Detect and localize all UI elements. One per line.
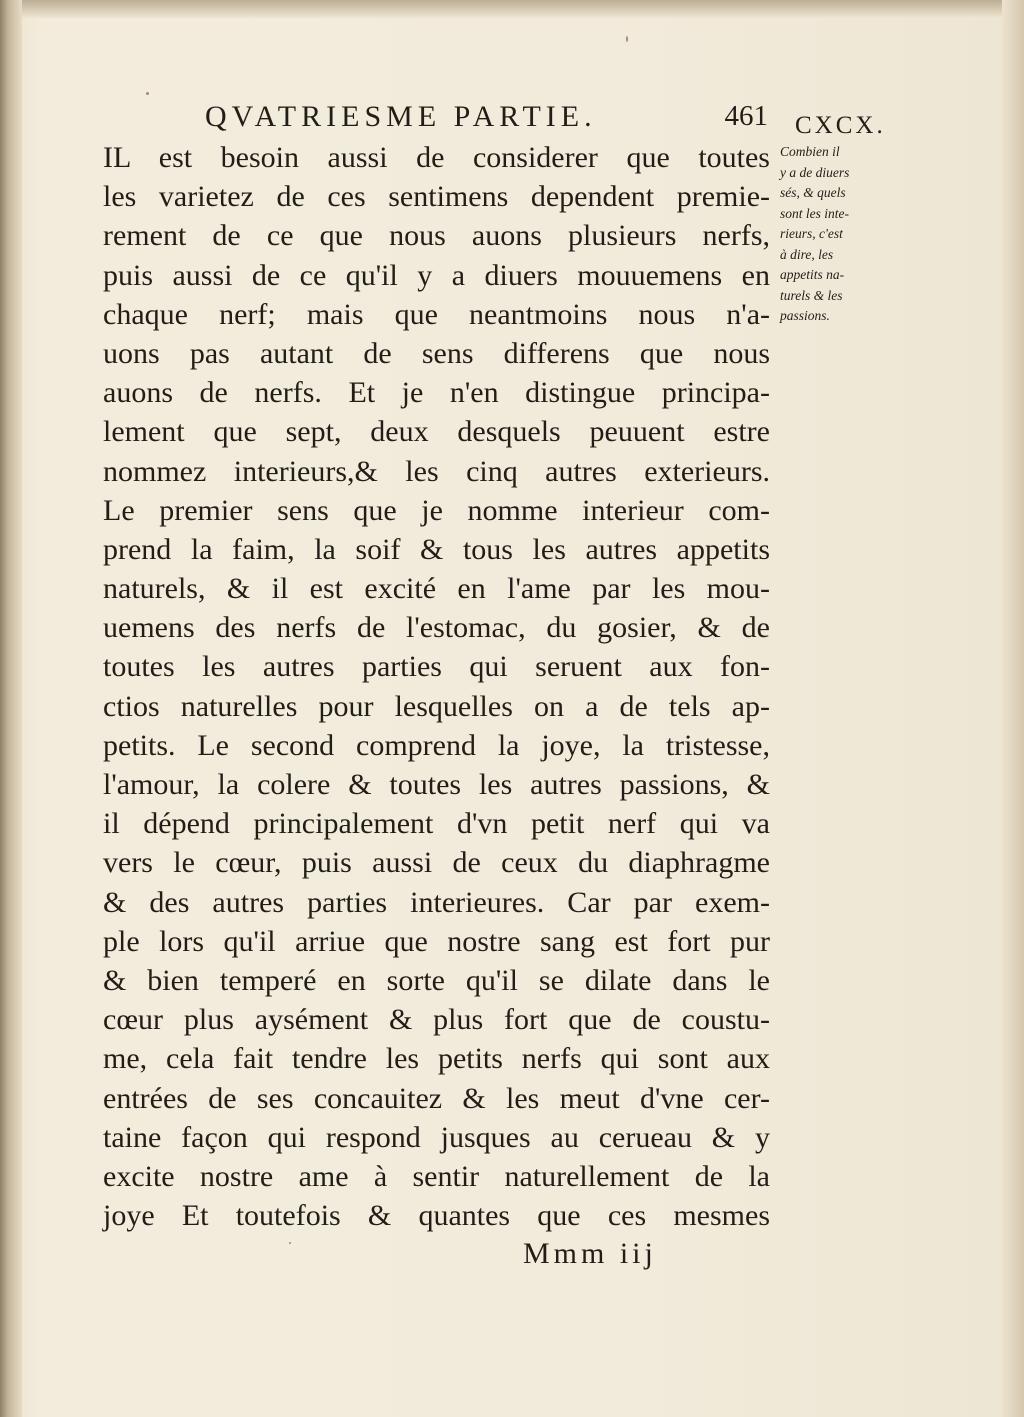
text-line: IL est besoin aussi de considerer que toutes — [103, 141, 770, 174]
paper-speck — [146, 92, 149, 95]
text-line: uons pas autant de sens differens que nous — [103, 336, 770, 370]
text-line: joye Et toutefois & quantes que ces mesmes — [103, 1199, 770, 1233]
top-page-edge — [0, 0, 1024, 18]
text-line: les varietez de ces sentimens dependent premie- — [103, 180, 770, 214]
text-line: ctios naturelles pour lesquelles on a de tels ap- — [103, 689, 770, 723]
margin-note-line: Combien il — [780, 144, 840, 159]
text-line: me, cela fait tendre les petits nerfs qui sont aux — [103, 1042, 770, 1076]
text-line: l'amour, la colere & toutes les autres passions, & — [103, 768, 770, 801]
page-header — [205, 100, 768, 140]
text-line: & des autres parties interieures. Car par exem- — [103, 885, 770, 919]
text-line: Le premier sens que je nomme interieur com- — [103, 493, 770, 527]
text-line: nommez interieurs,& les cinq autres exterieurs. — [103, 454, 770, 488]
margin-note-line: passions. — [780, 308, 830, 323]
margin-note — [780, 142, 880, 327]
margin-note-line: sont les inte- — [780, 205, 849, 221]
paper-speck — [289, 1242, 291, 1244]
text-line: vers le cœur, puis aussi de ceux du diaphragme — [103, 846, 770, 880]
paper-speck — [626, 36, 628, 42]
margin-note-line: appetits na- — [780, 267, 845, 282]
text-line: puis aussi de ce qu'il y a diuers mouuemens en — [103, 258, 770, 292]
text-line: naturels, & il est excité en l'ame par les mou- — [103, 572, 770, 606]
text-line: toutes les autres parties qui seruent aux fon- — [103, 650, 770, 684]
body-text — [103, 138, 770, 1235]
text-line: lement que sept, deux desquels peuuent estre — [103, 415, 770, 449]
binding-gutter — [0, 0, 22, 1417]
running-head: QVATRIESME PARTIE. — [205, 100, 597, 133]
margin-note-line: rieurs, c'est — [780, 226, 843, 241]
text-line: rement de ce que nous auons plusieurs nerfs, — [103, 219, 770, 253]
text-line: uemens des nerfs de l'estomac, du gosier, & de — [103, 611, 770, 645]
text-line: auons de nerfs. Et je n'en distingue principa- — [103, 376, 770, 410]
text-line: & bien temperé en sorte qu'il se dilate dans le — [103, 963, 770, 997]
text-line: petits. Le second comprend la joye, la tristesse, — [103, 728, 770, 762]
margin-note-line: à dire, les — [780, 246, 834, 262]
text-line: ple lors qu'il arriue que nostre sang est fort pur — [103, 924, 770, 958]
margin-note-line: y a de diuers — [780, 164, 850, 180]
signature-mark: Mmm iij — [523, 1237, 657, 1270]
margin-note-line: turels & les — [780, 287, 843, 303]
text-line: chaque nerf; mais que neantmoins nous n'a- — [103, 297, 770, 331]
text-line: cœur plus aysément & plus fort que de coustu- — [103, 1003, 770, 1037]
margin-note-line: sés, & quels — [780, 185, 846, 200]
text-line: entrées de ses concauitez & les meut d'vne cer- — [103, 1081, 770, 1115]
text-line: excite nostre ame à sentir naturellement de la — [103, 1159, 770, 1193]
right-page-edge — [1002, 0, 1024, 1417]
article-number: CXCX. — [795, 112, 886, 139]
page-number: 461 — [724, 100, 768, 132]
text-line: il dépend principalement d'vn petit nerf qui va — [103, 807, 770, 841]
text-line: prend la faim, la soif & tous les autres appetits — [103, 532, 770, 566]
text-line: taine façon qui respond jusques au cerueau & y — [103, 1120, 770, 1154]
